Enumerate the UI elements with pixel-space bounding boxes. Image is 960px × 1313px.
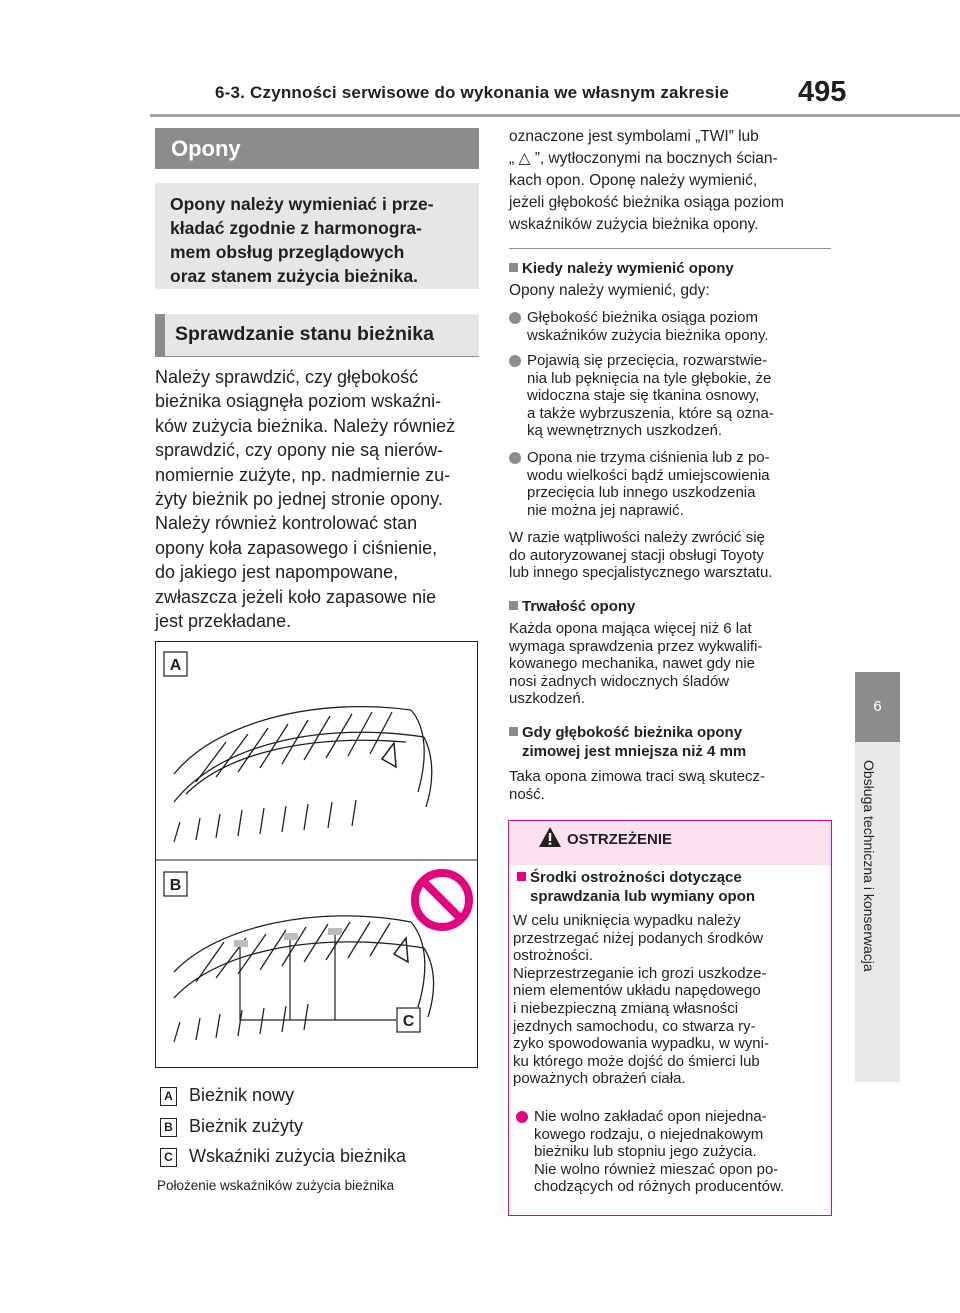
when-replace-lead: Opony należy wymienić, gdy: — [509, 282, 710, 299]
bullet-dot-icon — [516, 1111, 528, 1123]
durability-heading — [509, 597, 833, 616]
text-line: jest przekładane. — [155, 611, 292, 632]
section-title-bar: Opony — [155, 128, 479, 169]
square-bullet-icon — [517, 872, 526, 881]
tire-tread-figure — [155, 641, 478, 1068]
when-replace-heading — [509, 259, 833, 278]
heading-text: Trwałość opony — [522, 598, 636, 615]
text-line: zwłaszcza jeżeli koło zapasowe nie — [155, 586, 437, 607]
legend-item-a — [160, 1085, 294, 1106]
prohibition-icon — [415, 873, 469, 927]
text-line: Należy sprawdzić, czy głębokość — [155, 367, 419, 387]
figure-caption: Położenie wskaźników zużycia bieżnika — [157, 1178, 395, 1193]
figure-label-c: C — [402, 1013, 415, 1030]
twi-paragraph — [509, 126, 833, 236]
square-bullet-icon — [509, 263, 518, 272]
text-line: do jakiego jest napompowane, — [155, 562, 399, 583]
intro-line: mem obsług przeglądowych — [170, 242, 405, 262]
page-number: 495 — [798, 76, 847, 108]
figure-label-b: B — [169, 877, 182, 894]
triangle-icon — [394, 938, 408, 962]
legend-text: Wskaźniki zużycia bieżnika — [189, 1146, 407, 1166]
legend-item-b — [160, 1116, 303, 1137]
warning-text: W celu uniknięcia wypadku należy przestrzegać niżej podanych środków ostrożności. Nieprzestrzeganie ich grozi uszkodze- niem elementów układu napędowego i niebezpieczną zmianą własności jezdnych samochodu, co stwarza ry- zyko spowodowania wypadku, w wyni- ku którego może dojść do śmierci lub poważnych obrażeń ciała. — [513, 912, 769, 1088]
legend-text: Bieżnik nowy — [189, 1085, 295, 1105]
legend-text: Bieżnik zużyty — [189, 1116, 304, 1136]
bullet-item: Głębokość bieżnika osiąga poziom wskaźników zużycia bieżnika opony. — [509, 309, 839, 344]
text-line: Należy również kontrolować stan — [155, 513, 418, 534]
when-replace-note: W razie wątpliwości należy zwrócić się do autoryzowanej stacji obsługi Toyoty lub innego specjalistycznego warsztatu. — [509, 529, 773, 582]
text-line: nomiernie zużyte, np. nadmiernie zu- — [155, 464, 451, 485]
warning-triangle-icon — [538, 826, 562, 848]
text-line: oznaczone jest symbolami „TWI” lub — [509, 128, 759, 145]
text-line: „ △ ”, wytłoczonymi na bocznych ścian- — [509, 150, 778, 167]
text-line: sprawdzić, czy opony nie są nierów- — [155, 440, 444, 461]
header-divider — [150, 114, 960, 117]
legend-key: B — [160, 1118, 177, 1137]
bullet-item: Pojawią się przecięcia, rozwarstwie- nia lub pęknięcia na tyle głębokie, że widoczna staje się tkanina osnowy, a także wybrzuszenia, które są ozna- ką wewnętrznych uszkodzeń. — [509, 352, 839, 440]
wear-indicator-mark — [328, 928, 342, 935]
warning-bullet: Nie wolno zakładać opon niejedna- kowego rodzaju, o niejednakowym bieżniku lub stopniu jego zużycia. Nie wolno również mieszać opon po- chodzących od różnych producentów. — [516, 1108, 828, 1196]
wear-indicator-mark — [284, 933, 298, 940]
legend-key: A — [160, 1087, 177, 1106]
legend-item-c — [160, 1146, 406, 1167]
square-bullet-icon — [509, 727, 518, 736]
tread-check-text — [155, 365, 479, 633]
bullet-dot-icon — [509, 452, 521, 464]
text-line: ków zużycia bieżnika. Należy również — [155, 415, 456, 436]
intro-line: Opony należy wymieniać i prze- — [170, 194, 434, 214]
intro-line: kładać zgodnie z harmonogra- — [170, 218, 422, 238]
text-line: żyty bieżnik po jednej stronie opony. — [155, 489, 443, 510]
text-line: bieżnika osiągnęła poziom wskaźni- — [155, 391, 442, 412]
legend-key: C — [160, 1148, 177, 1167]
indicator-leader-lines — [240, 935, 396, 1020]
text-line: opony koła zapasowego i ciśnienie, — [155, 537, 438, 558]
wear-indicator-mark — [234, 940, 248, 947]
intro-box — [155, 183, 479, 289]
worn-tire-drawing — [174, 916, 434, 1042]
figure-label-a: A — [169, 657, 182, 674]
right-divider — [509, 248, 831, 249]
text-line: jeżeli głębokość bieżnika osiąga poziom — [509, 194, 784, 211]
text-line: kach opon. Oponę należy wymienić, — [509, 172, 758, 189]
new-tire-drawing — [174, 707, 432, 842]
winter-tire-text: Taka opona zimowa traci swą skutecz- ność. — [509, 768, 765, 803]
warning-subheading: Środki ostrożności dotyczące sprawdzania lub wymiany opon — [517, 868, 827, 906]
header-section-title: 6-3. Czynności serwisowe do wykonania we własnym zakresie — [215, 83, 730, 102]
intro-line: oraz stanem zużycia bieżnika. — [170, 266, 419, 286]
text-line: wskaźników zużycia bieżnika opony. — [509, 216, 759, 233]
triangle-icon — [382, 743, 396, 767]
subsection-rule — [155, 356, 479, 357]
subsection-title: Sprawdzanie stanu bieżnika — [155, 314, 479, 356]
bullet-item: Opona nie trzyma ciśnienia lub z po- wodu wielkości bądź umiejscowienia przecięcia lub innego uszkodzenia nie można jej naprawić. — [509, 449, 839, 519]
durability-text: Każda opona mająca więcej niż 6 lat wymaga sprawdzenia przez wykwalifi- kowanego mechanika, nawet gdy nie nosi żadnych widocznych śladów uszkodzeń. — [509, 620, 763, 708]
bullet-dot-icon — [509, 355, 521, 367]
tire-illustration — [156, 642, 477, 1067]
bullet-dot-icon — [509, 312, 521, 324]
square-bullet-icon — [509, 601, 518, 610]
winter-tire-heading: Gdy głębokość bieżnika opony zimowej jest mniejsza niż 4 mm — [509, 723, 833, 761]
heading-text: Kiedy należy wymienić opony — [522, 260, 734, 277]
warning-title: OSTRZEŻENIE — [567, 831, 673, 848]
chapter-tab[interactable]: 6 — [855, 672, 900, 742]
